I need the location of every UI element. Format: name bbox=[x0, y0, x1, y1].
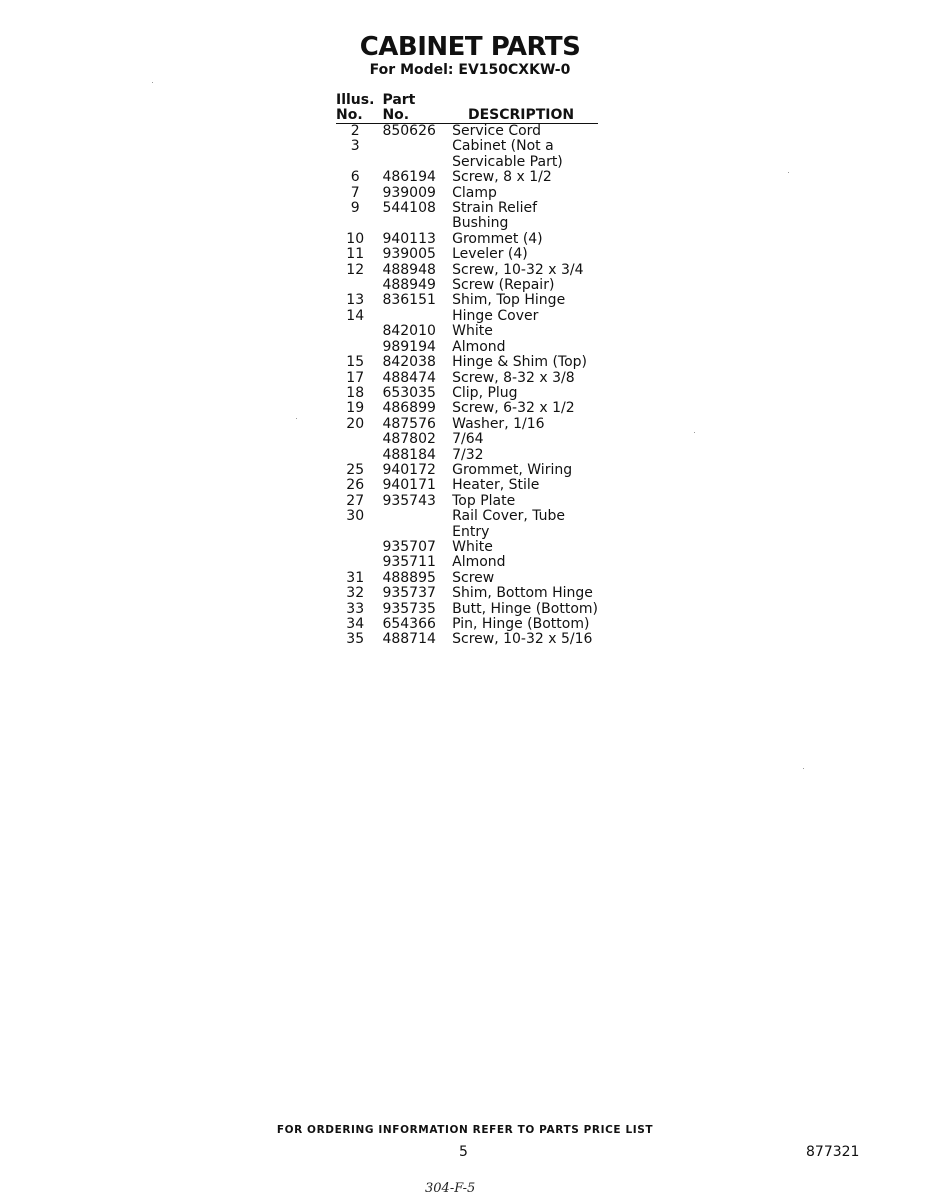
handwritten-note: 304-F-5 bbox=[425, 1181, 476, 1196]
description-cell: Shim, Bottom Hinge bbox=[452, 585, 593, 602]
part-no-cell: 935743 bbox=[382, 492, 436, 509]
table-row bbox=[336, 417, 598, 432]
description-cell: Hinge & Shim (Top) bbox=[452, 354, 588, 371]
table-row bbox=[336, 309, 598, 324]
part-no-cell: 653035 bbox=[382, 384, 436, 401]
table-row bbox=[336, 463, 598, 478]
description-cell: White bbox=[452, 323, 493, 340]
table-row bbox=[336, 586, 598, 601]
description-cell: Heater, Stile bbox=[452, 477, 540, 494]
illus-no-cell bbox=[336, 432, 374, 447]
model-subtitle: For Model: EV150CXKW-0 bbox=[369, 62, 571, 78]
description-cell: Leveler (4) bbox=[452, 246, 528, 263]
illus-no-cell bbox=[336, 278, 374, 293]
table-row bbox=[336, 371, 598, 386]
part-no-cell: 544108 bbox=[382, 200, 436, 217]
scan-speck bbox=[152, 82, 153, 83]
table-row bbox=[336, 555, 598, 570]
part-no-cell: 935737 bbox=[382, 585, 436, 602]
table-row bbox=[336, 124, 598, 140]
page-title: CABINET PARTS bbox=[359, 32, 581, 62]
table-row bbox=[336, 571, 598, 586]
table-row bbox=[336, 293, 598, 308]
table-row bbox=[336, 478, 598, 493]
column-header-illus-no: Illus. No. bbox=[336, 92, 375, 123]
illus-no-cell bbox=[336, 340, 374, 355]
description-cell: Clip, Plug bbox=[452, 384, 518, 401]
part-no-cell: 487802 bbox=[382, 431, 436, 448]
description-cell: Rail Cover, Tube Entry bbox=[452, 508, 566, 540]
description-cell: Almond bbox=[452, 554, 506, 571]
table-row bbox=[336, 494, 598, 509]
illus-no-cell: 35 bbox=[346, 631, 365, 648]
scan-speck bbox=[694, 432, 695, 433]
description-cell: Washer, 1/16 bbox=[452, 415, 545, 432]
part-no-cell: 935707 bbox=[382, 538, 436, 555]
illus-no-cell: 20 bbox=[346, 415, 365, 432]
table-row bbox=[336, 340, 598, 355]
description-cell: Cabinet (Not a Servicable Part) bbox=[452, 138, 563, 170]
illus-no-cell: 32 bbox=[346, 585, 365, 602]
illus-no-cell: 7 bbox=[350, 184, 360, 201]
description-cell: Screw, 8 x 1/2 bbox=[452, 169, 552, 186]
table-row bbox=[336, 355, 598, 370]
part-no-cell: 940113 bbox=[382, 230, 436, 247]
illus-no-cell: 17 bbox=[346, 369, 365, 386]
description-cell: Almond bbox=[452, 338, 506, 355]
illus-no-cell bbox=[336, 448, 374, 463]
description-cell: Strain Relief Bushing bbox=[452, 200, 538, 232]
description-cell: Screw, 10-32 x 5/16 bbox=[452, 631, 593, 648]
part-no-cell: 935711 bbox=[382, 554, 436, 571]
table-row bbox=[336, 278, 598, 293]
description-cell: Pin, Hinge (Bottom) bbox=[452, 616, 590, 632]
description-cell: Screw, 10-32 x 3/4 bbox=[452, 261, 584, 278]
part-no-cell: 486899 bbox=[382, 400, 436, 417]
illus-no-cell: 13 bbox=[346, 292, 365, 309]
scan-speck bbox=[803, 768, 804, 769]
part-no-cell: 989194 bbox=[382, 338, 436, 355]
description-cell: Screw, 6-32 x 1/2 bbox=[452, 400, 575, 417]
part-no-cell: 940172 bbox=[382, 461, 436, 478]
table-row bbox=[336, 386, 598, 401]
illus-no-cell: 14 bbox=[346, 307, 365, 324]
illus-no-cell: 12 bbox=[346, 261, 365, 278]
description-cell: Shim, Top Hinge bbox=[452, 292, 566, 309]
page-number: 5 bbox=[459, 1144, 468, 1160]
part-no-cell: 939005 bbox=[382, 246, 436, 263]
part-no-cell bbox=[374, 509, 444, 540]
table-row bbox=[336, 247, 598, 262]
part-no-cell bbox=[374, 309, 444, 324]
part-no-cell: 488184 bbox=[382, 446, 436, 463]
parts-table-body bbox=[336, 124, 598, 648]
part-no-cell: 488714 bbox=[382, 631, 436, 648]
part-no-cell: 836151 bbox=[382, 292, 436, 309]
table-row bbox=[336, 401, 598, 416]
table-row bbox=[336, 617, 598, 632]
illus-no-cell: 31 bbox=[346, 569, 365, 586]
part-no-cell: 842010 bbox=[382, 323, 436, 340]
part-no-cell: 487576 bbox=[382, 415, 436, 432]
part-no-cell: 486194 bbox=[382, 169, 436, 186]
table-row bbox=[336, 263, 598, 278]
ordering-info-note: FOR ORDERING INFORMATION REFER TO PARTS PRICE LIST bbox=[276, 1124, 654, 1136]
description-cell: Screw (Repair) bbox=[452, 277, 555, 294]
part-no-cell: 939009 bbox=[382, 184, 436, 201]
description-cell: Screw, 8-32 x 3/8 bbox=[452, 369, 575, 386]
table-row bbox=[336, 448, 598, 463]
illus-no-cell: 19 bbox=[346, 400, 365, 417]
illus-no-cell: 2 bbox=[350, 123, 360, 139]
illus-no-cell: 11 bbox=[346, 246, 365, 263]
part-no-cell: 654366 bbox=[382, 616, 436, 632]
part-no-cell: 850626 bbox=[382, 123, 436, 139]
illus-no-cell: 15 bbox=[346, 354, 365, 371]
table-row bbox=[336, 324, 598, 339]
description-cell: Service Cord bbox=[452, 123, 542, 139]
description-cell: White bbox=[452, 538, 493, 555]
illus-no-cell: 18 bbox=[346, 384, 365, 401]
table-row bbox=[336, 139, 598, 170]
illus-no-cell: 10 bbox=[346, 230, 365, 247]
illus-no-cell: 3 bbox=[350, 138, 360, 155]
parts-table bbox=[336, 93, 598, 648]
part-no-cell: 935735 bbox=[382, 600, 436, 617]
column-header-description: DESCRIPTION bbox=[467, 107, 575, 123]
table-row bbox=[336, 632, 598, 647]
scan-speck bbox=[296, 418, 297, 419]
illus-no-cell: 27 bbox=[346, 492, 365, 509]
description-cell: Butt, Hinge (Bottom) bbox=[452, 600, 598, 617]
table-row bbox=[336, 201, 598, 232]
part-no-cell: 488948 bbox=[382, 261, 436, 278]
description-cell: Screw bbox=[452, 569, 495, 586]
illus-no-cell: 9 bbox=[350, 200, 360, 217]
description-cell: Grommet (4) bbox=[452, 230, 543, 247]
illus-no-cell: 30 bbox=[346, 508, 365, 525]
document-number: 877321 bbox=[806, 1144, 860, 1160]
column-header-part-no: Part No. bbox=[382, 92, 416, 123]
table-row bbox=[336, 540, 598, 555]
table-row bbox=[336, 432, 598, 447]
table-row bbox=[336, 232, 598, 247]
illus-no-cell bbox=[336, 555, 374, 570]
scan-speck bbox=[788, 172, 789, 173]
illus-no-cell: 33 bbox=[346, 600, 365, 617]
description-cell: Clamp bbox=[452, 184, 497, 201]
table-row bbox=[336, 170, 598, 185]
part-no-cell: 488474 bbox=[382, 369, 436, 386]
description-cell: 7/64 bbox=[452, 431, 484, 448]
table-row bbox=[336, 602, 598, 617]
description-cell: Top Plate bbox=[452, 492, 516, 509]
illus-no-cell bbox=[336, 324, 374, 339]
part-no-cell bbox=[374, 139, 444, 170]
part-no-cell: 842038 bbox=[382, 354, 436, 371]
illus-no-cell bbox=[336, 540, 374, 555]
illus-no-cell: 25 bbox=[346, 461, 365, 478]
description-cell: 7/32 bbox=[452, 446, 484, 463]
parts-table-header bbox=[336, 93, 598, 124]
illus-no-cell: 34 bbox=[346, 616, 365, 632]
illus-no-cell: 26 bbox=[346, 477, 365, 494]
part-no-cell: 488895 bbox=[382, 569, 436, 586]
part-no-cell: 488949 bbox=[382, 277, 436, 294]
description-cell: Hinge Cover bbox=[452, 307, 539, 324]
description-cell: Grommet, Wiring bbox=[452, 461, 573, 478]
illus-no-cell: 6 bbox=[350, 169, 360, 186]
table-row bbox=[336, 509, 598, 540]
table-row bbox=[336, 186, 598, 201]
part-no-cell: 940171 bbox=[382, 477, 436, 494]
